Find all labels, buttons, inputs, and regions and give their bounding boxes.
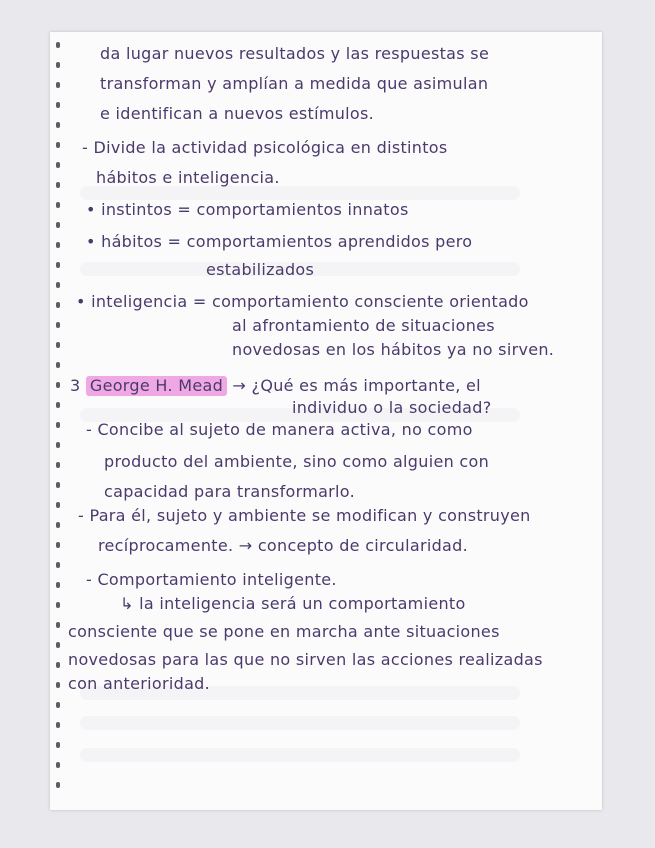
binding-hole [56, 602, 60, 608]
binding-hole [56, 222, 60, 228]
binding-hole [56, 662, 60, 668]
bullet-item: • instintos = comportamientos innatos [86, 200, 409, 219]
bleed-through-mark [80, 716, 520, 730]
binding-hole [56, 322, 60, 328]
binding-hole [56, 582, 60, 588]
binding-hole [56, 702, 60, 708]
binding-hole [56, 162, 60, 168]
highlighted-name: George H. Mead [86, 376, 227, 396]
bullet-item: • hábitos = comportamientos aprendidos pero [86, 232, 473, 251]
binding-hole [56, 462, 60, 468]
note-line: da lugar nuevos resultados y las respuestas se [100, 44, 490, 63]
binding-hole [56, 522, 60, 528]
note-line: consciente que se pone en marcha ante situaciones [68, 622, 500, 641]
note-line: ↳ la inteligencia será un comportamiento [120, 594, 466, 613]
binding-hole [56, 402, 60, 408]
binding-hole [56, 642, 60, 648]
note-line: - Concibe al sujeto de manera activa, no como [86, 420, 473, 439]
binding-hole [56, 102, 60, 108]
bullet-item: • inteligencia = comportamiento consciente orientado [76, 292, 529, 311]
note-line: capacidad para transformarlo. [104, 482, 355, 501]
binding-hole [56, 422, 60, 428]
binding-hole [56, 482, 60, 488]
binding-hole [56, 202, 60, 208]
note-line: individuo o la sociedad? [292, 398, 492, 417]
binding-hole [56, 742, 60, 748]
binding-hole [56, 282, 60, 288]
binding-hole [56, 542, 60, 548]
note-line: al afrontamiento de situaciones [232, 316, 495, 335]
note-line: ¿Qué es más importante, el [251, 376, 481, 395]
binding-hole [56, 382, 60, 388]
note-line: e identifican a nuevos estímulos. [100, 104, 375, 123]
binding-hole [56, 42, 60, 48]
binding-hole [56, 262, 60, 268]
note-line: recíprocamente. → concepto de circularidad. [98, 536, 468, 555]
binding-hole [56, 562, 60, 568]
binding-hole [56, 762, 60, 768]
binding-hole [56, 142, 60, 148]
spiral-binding [56, 40, 66, 810]
binding-hole [56, 62, 60, 68]
section-number: 3 [70, 376, 81, 395]
note-line: novedosas para las que no sirven las acciones realizadas [68, 650, 543, 669]
section-heading [70, 376, 481, 396]
binding-hole [56, 302, 60, 308]
arrow-icon: → [232, 376, 247, 395]
note-line: producto del ambiente, sino como alguien con [104, 452, 490, 471]
binding-hole [56, 622, 60, 628]
bleed-through-mark [80, 186, 520, 200]
binding-hole [56, 82, 60, 88]
binding-hole [56, 722, 60, 728]
bleed-through-mark [80, 748, 520, 762]
binding-hole [56, 502, 60, 508]
note-line: - Para él, sujeto y ambiente se modifican y construyen [78, 506, 531, 525]
note-line: - Comportamiento inteligente. [86, 570, 337, 589]
binding-hole [56, 782, 60, 788]
binding-hole [56, 122, 60, 128]
note-line: novedosas en los hábitos ya no sirven. [232, 340, 555, 359]
binding-hole [56, 362, 60, 368]
note-line: con anterioridad. [68, 674, 211, 693]
note-line: estabilizados [206, 260, 315, 279]
note-line: hábitos e inteligencia. [96, 168, 280, 187]
binding-hole [56, 682, 60, 688]
binding-hole [56, 182, 60, 188]
note-line: - Divide la actividad psicológica en distintos [82, 138, 448, 157]
binding-hole [56, 342, 60, 348]
note-line: transforman y amplían a medida que asimulan [100, 74, 489, 93]
binding-hole [56, 442, 60, 448]
binding-hole [56, 242, 60, 248]
